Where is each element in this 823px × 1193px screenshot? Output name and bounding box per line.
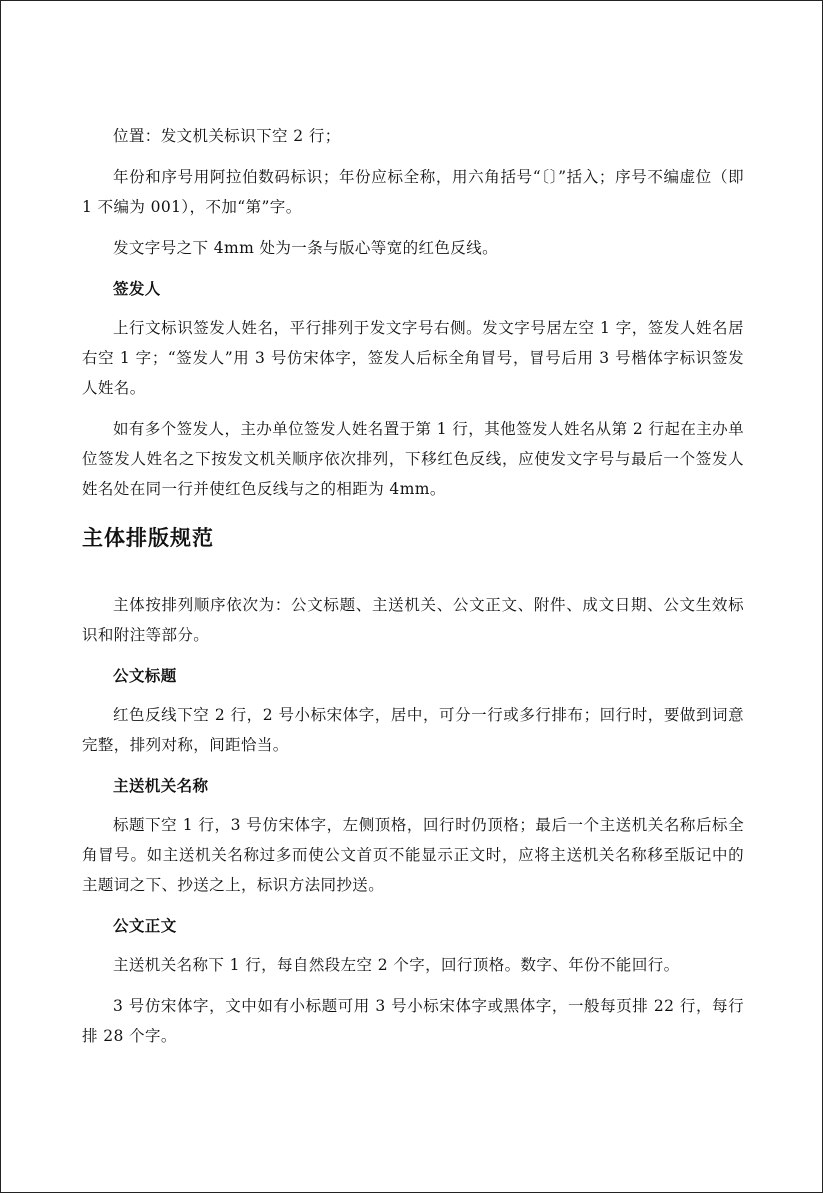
subheading-body-text: 公文正文 <box>113 916 177 935</box>
paragraph-body-text-1: 主送机关名称下 1 行，每自然段左空 2 个字，回行顶格。数字、年份不能回行。 <box>113 956 680 974</box>
section-title: 主体排版规范 <box>82 526 214 550</box>
document-content <box>82 121 744 1062</box>
paragraph-body-text-2: 3 号仿宋体字，文中如有小标题可用 3 号小标宋体字或黑体字，一般每页排 22 行，每行排 28 个字。 <box>82 997 744 1045</box>
subheading-recipient: 主送机关名称 <box>113 776 209 795</box>
paragraph-signer-1: 上行文标识签发人姓名，平行排列于发文字号右侧。发文字号居左空 1 字，签发人姓名居右空 1 字；“签发人”用 3 号仿宋体字，签发人后标全角冒号，冒号后用 3 号楷体字标识签发人姓名。 <box>82 319 744 397</box>
paragraph-position: 位置：发文机关标识下空 2 行； <box>113 127 341 145</box>
paragraph-red-line: 发文字号之下 4mm 处为一条与版心等宽的红色反线。 <box>113 239 499 257</box>
paragraph-signer-2: 如有多个签发人，主办单位签发人姓名置于第 1 行，其他签发人姓名从第 2 行起在主办单位签发人姓名之下按发文机关顺序依次排列，下移红色反线，应使发文字号与最后一个签发人姓名处在同一行并使红色反线与之的相距为 4mm。 <box>82 420 744 498</box>
subheading-doc-title: 公文标题 <box>113 666 177 685</box>
subheading-signer: 签发人 <box>113 279 161 298</box>
paragraph-section-intro: 主体按排列顺序依次为：公文标题、主送机关、公文正文、附件、成文日期、公文生效标识和附注等部分。 <box>82 596 744 644</box>
paragraph-recipient: 标题下空 1 行，3 号仿宋体字，左侧顶格，回行时仍顶格；最后一个主送机关名称后标全角冒号。如主送机关名称过多而使公文首页不能显示正文时，应将主送机关名称移至版记中的主题词之下、抄送之上，标识方法同抄送。 <box>82 816 744 894</box>
paragraph-year-serial: 年份和序号用阿拉伯数码标识；年份应标全称，用六角括号“〔〕”括入；序号不编虚位（即 1 不编为 001），不加“第”字。 <box>82 168 744 216</box>
paragraph-doc-title: 红色反线下空 2 行，2 号小标宋体字，居中，可分一行或多行排布；回行时，要做到词意完整，排列对称，间距恰当。 <box>82 706 744 754</box>
